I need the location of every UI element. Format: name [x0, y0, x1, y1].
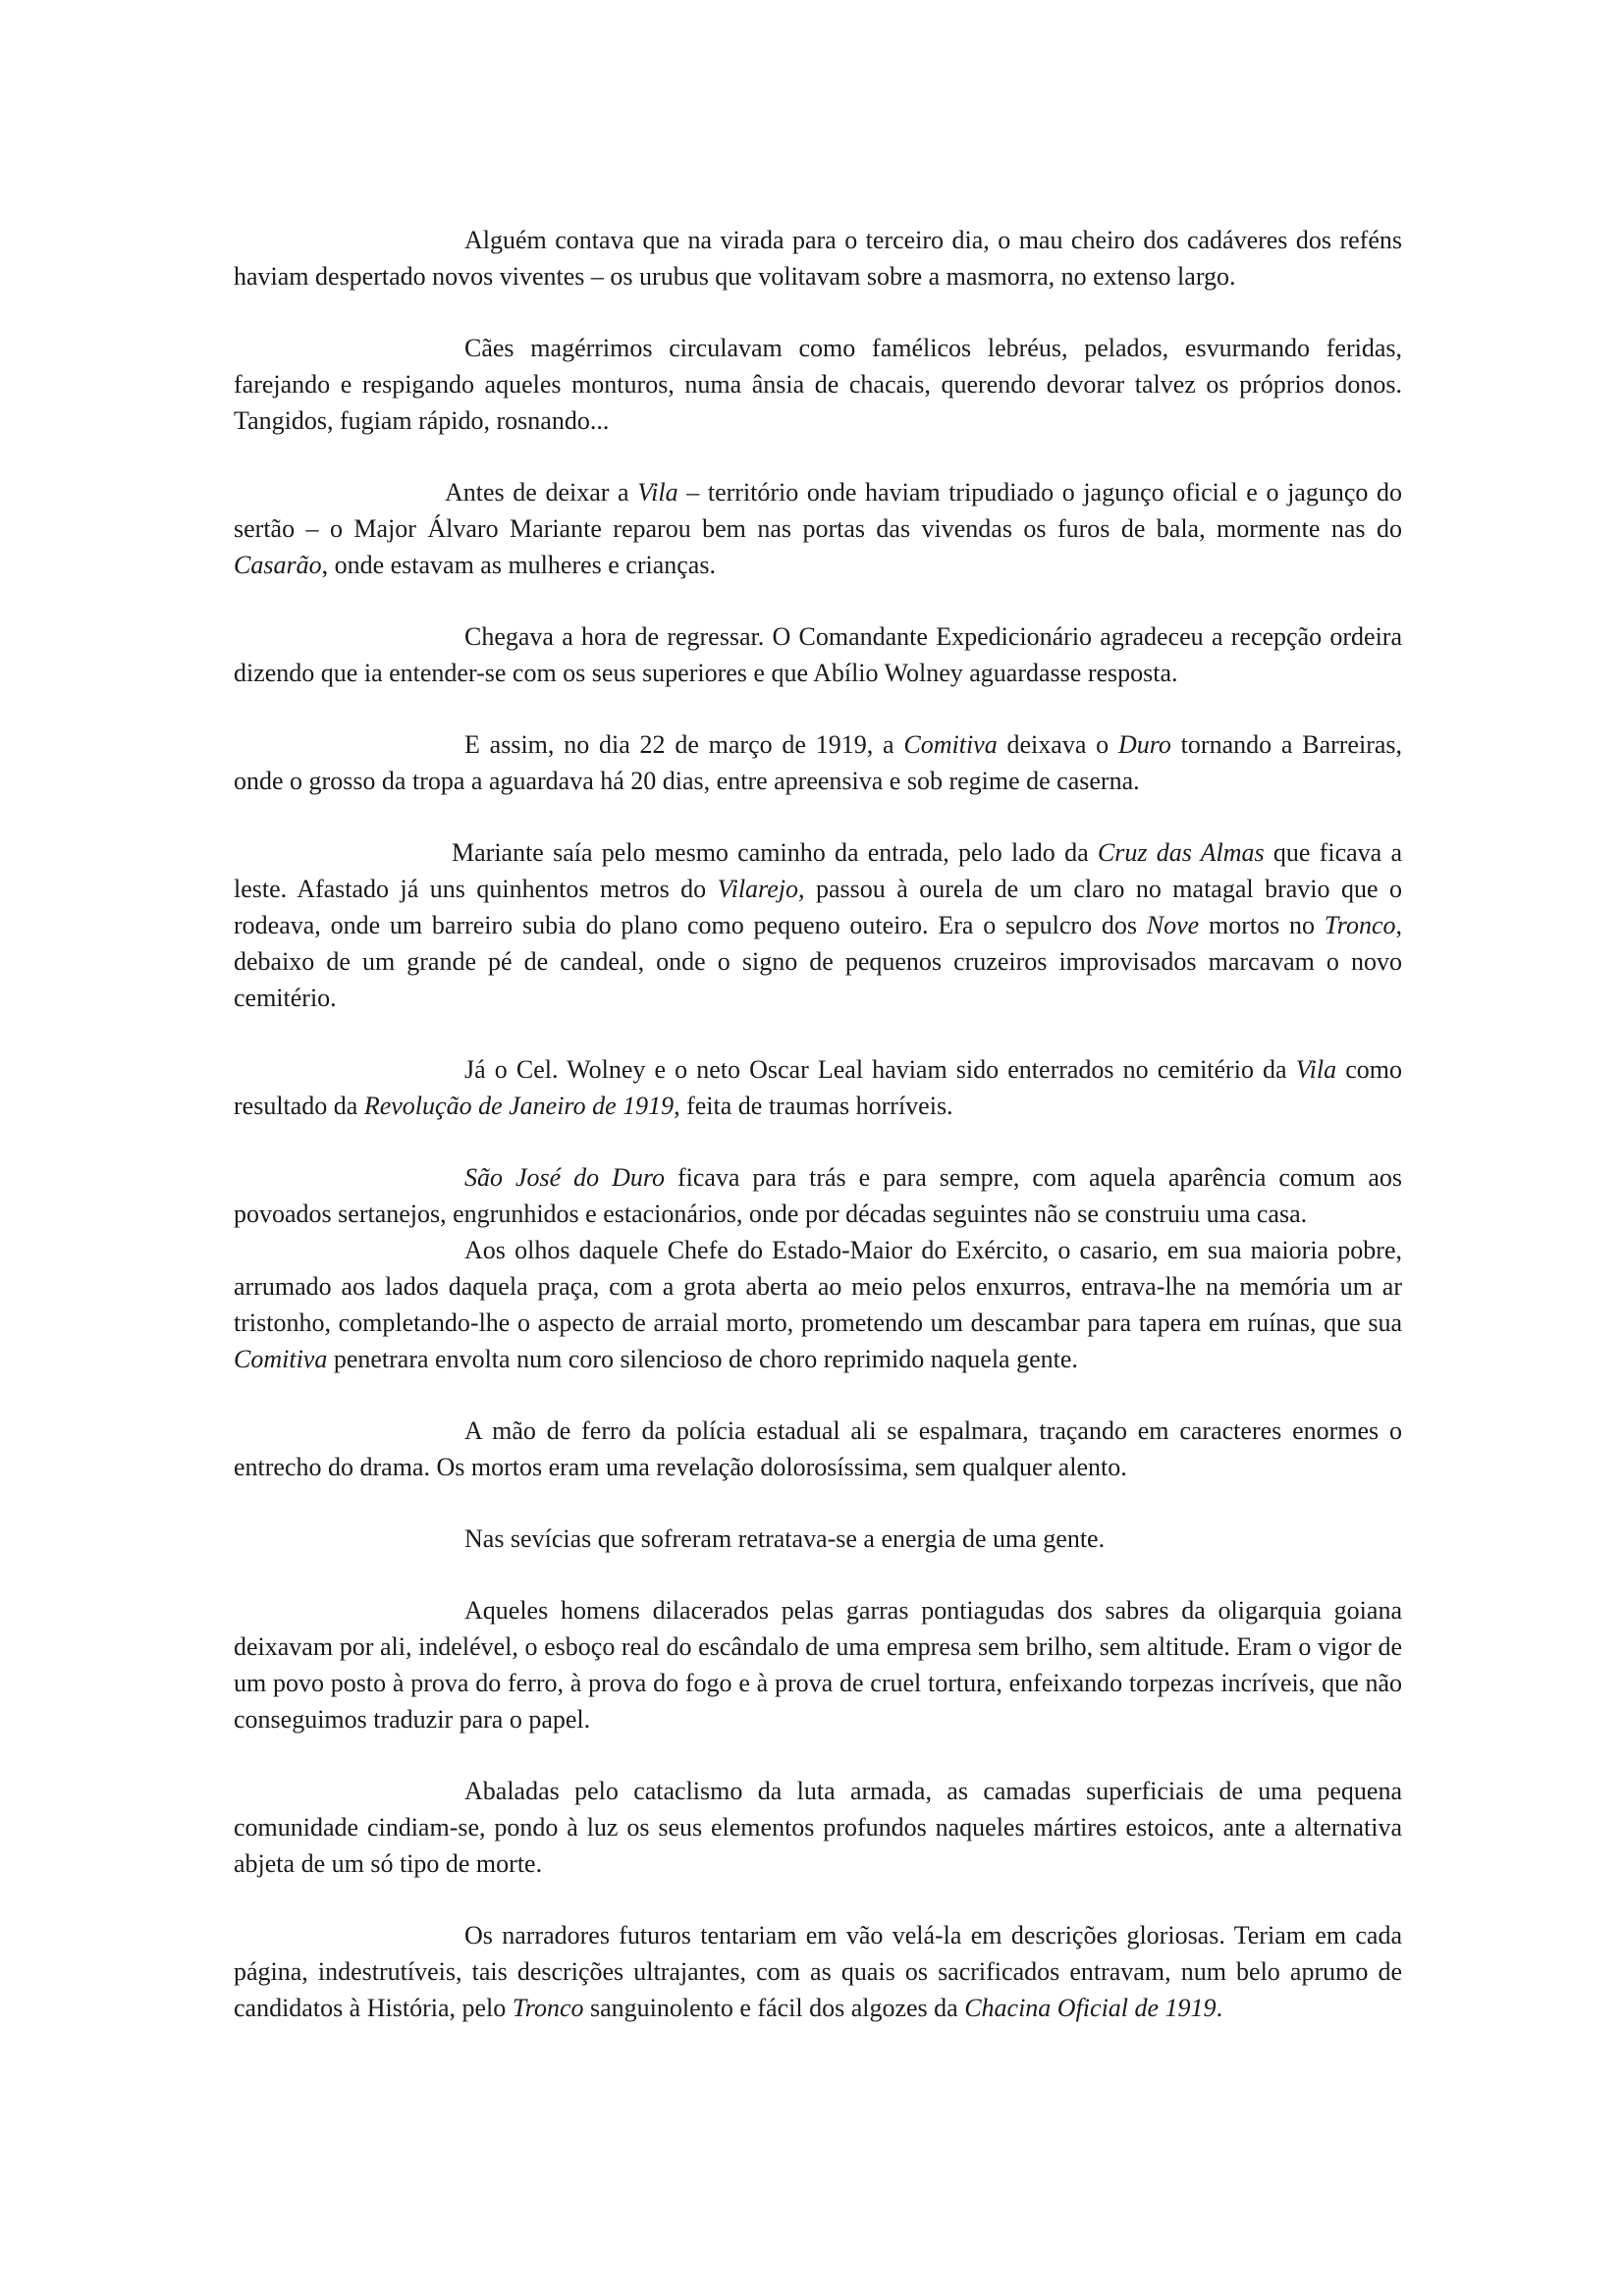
text-run: tornando a Barreiras, onde o grosso da tropa a aguardava há 20 dias, entre apreensiva e sob regime de caserna. — [234, 730, 1403, 795]
text-run: Cães magérrimos circulavam como famélicos lebréus, pelados, esvurmando feridas, farejando e respigando aqueles monturos, numa ânsia de chacais, querendo devorar talvez os próprios donos. Tangidos, fugiam rápido, rosnando... — [234, 334, 1402, 435]
italic-text: Tronco — [512, 1994, 584, 2022]
italic-text: Comitiva — [903, 730, 998, 759]
text-run: Chegava a hora de regressar. O Comandante Expedicionário agradeceu a recepção ordeira dizendo que ia entender-se com os seus superiores e que Abílio Wolney aguardasse resposta. — [234, 622, 1402, 687]
italic-text: Vilarejo, — [717, 875, 805, 903]
text-run: como resultado da — [234, 1055, 1403, 1120]
paragraph — [234, 834, 1402, 1016]
text-run: . — [1216, 1994, 1223, 2022]
italic-text: Duro — [1117, 730, 1171, 759]
text-run: Nas sevícias que sofreram retratava-se a energia de uma gente. — [464, 1524, 1106, 1553]
paragraph — [234, 474, 1402, 583]
text-run: sanguinolento e fácil dos algozes da — [583, 1994, 965, 2022]
text-run: mortos no — [1199, 911, 1325, 939]
text-run: , onde estavam as mulheres e crianças. — [321, 551, 716, 579]
italic-text: Vila — [637, 478, 678, 507]
paragraph — [234, 1773, 1402, 1882]
italic-text: Vila — [1295, 1055, 1337, 1084]
paragraph — [234, 1592, 1402, 1737]
paragraph — [234, 330, 1402, 439]
text-run: Abaladas pelo cataclismo da luta armada, as camadas superficiais de uma pequena comunidade cindiam-se, pondo à luz os seus elementos profundos naqueles mártires estoicos, ante a alternativa abjeta de um só tipo de morte. — [234, 1777, 1402, 1878]
text-run: passou à ourela de um claro no matagal bravio que o rodeava, onde um barreiro subia do plano como pequeno outeiro. Era o sepulcro dos — [234, 875, 1402, 939]
text-run: Aqueles homens dilacerados pelas garras pontiagudas dos sabres da oligarquia goiana deixavam por ali, indelével, o esboço real do escândalo de uma empresa sem brilho, sem altitude. Eram o vigor de um povo posto à prova do ferro, à prova do fogo e à prova de cruel tortura, enfeixando torpezas incríveis, que não conseguimos traduzir para o papel. — [234, 1596, 1402, 1734]
document-page — [234, 222, 1402, 2061]
paragraph — [234, 1232, 1402, 1377]
text-run: Aos olhos daquele Chefe do Estado-Maior do Exército, o casario, em sua maioria pobre, arrumado aos lados daquela praça, com a grota aberta ao meio pelos enxurros, entrava-lhe na memória um ar tristonho, completando-lhe o aspecto de arraial morto, prometendo um descambar para tapera em ruínas, que sua — [234, 1236, 1402, 1337]
text-run: Antes de deixar a — [445, 478, 638, 507]
paragraph — [234, 1521, 1402, 1557]
text-run: ficava para trás e para sempre, com aquela aparência comum aos povoados sertanejos, engrunhidos e estacionários, onde por décadas seguintes não se construiu uma casa. — [234, 1163, 1402, 1228]
text-run: penetrara envolta num coro silencioso de choro reprimido naquela gente. — [327, 1345, 1078, 1373]
paragraph — [234, 1159, 1402, 1232]
paragraph — [234, 618, 1402, 691]
text-run: Já o Cel. Wolney e o neto Oscar Leal haviam sido enterrados no cemitério da — [464, 1055, 1296, 1084]
paragraph — [234, 1051, 1402, 1124]
text-run: que ficava a leste. Afastado já uns quinhentos metros do — [234, 838, 1402, 903]
paragraph — [234, 726, 1402, 799]
italic-text: Comitiva — [234, 1345, 328, 1373]
italic-text: Tronco — [1324, 911, 1396, 939]
italic-text: São José do Duro — [464, 1163, 665, 1192]
paragraph — [234, 1917, 1402, 2026]
text-run: A mão de ferro da polícia estadual ali se espalmara, traçando em caracteres enormes o entrecho do drama. Os mortos eram uma revelação dolorosíssima, sem qualquer alento. — [234, 1416, 1402, 1481]
italic-text: Nove — [1146, 911, 1200, 939]
text-run: – território onde haviam tripudiado o jagunço oficial e o jagunço do sertão – o Major Álvaro Mariante reparou bem nas portas das vivendas os furos de bala, mormente nas do — [234, 478, 1402, 543]
text-run: , debaixo de um grande pé de candeal, onde o signo de pequenos cruzeiros improvisados marcavam o novo cemitério. — [234, 911, 1402, 1012]
text-run: deixava o — [997, 730, 1118, 759]
text-run: Os narradores futuros tentariam em vão velá-la em descrições gloriosas. Teriam em cada página, indestrutíveis, tais descrições ultrajantes, com as quais os sacrificados entravam, num belo aprumo de candidatos à História, pelo — [234, 1921, 1402, 2022]
text-run: Mariante saía pelo mesmo caminho da entrada, pelo lado da — [452, 838, 1098, 867]
italic-text: Chacina Oficial de 1919 — [964, 1994, 1217, 2022]
text-run: , feita de traumas horríveis. — [674, 1092, 953, 1120]
italic-text: Revolução de Janeiro de 1919 — [363, 1092, 675, 1120]
paragraph — [234, 1413, 1402, 1485]
italic-text: Casarão — [234, 551, 322, 579]
text-run: E assim, no dia 22 de março de 1919, a — [464, 730, 904, 759]
paragraph — [234, 222, 1402, 294]
italic-text: Cruz das Almas — [1097, 838, 1265, 867]
text-run: Alguém contava que na virada para o terceiro dia, o mau cheiro dos cadáveres dos reféns haviam despertado novos viventes – os urubus que volitavam sobre a masmorra, no extenso largo. — [234, 226, 1402, 291]
